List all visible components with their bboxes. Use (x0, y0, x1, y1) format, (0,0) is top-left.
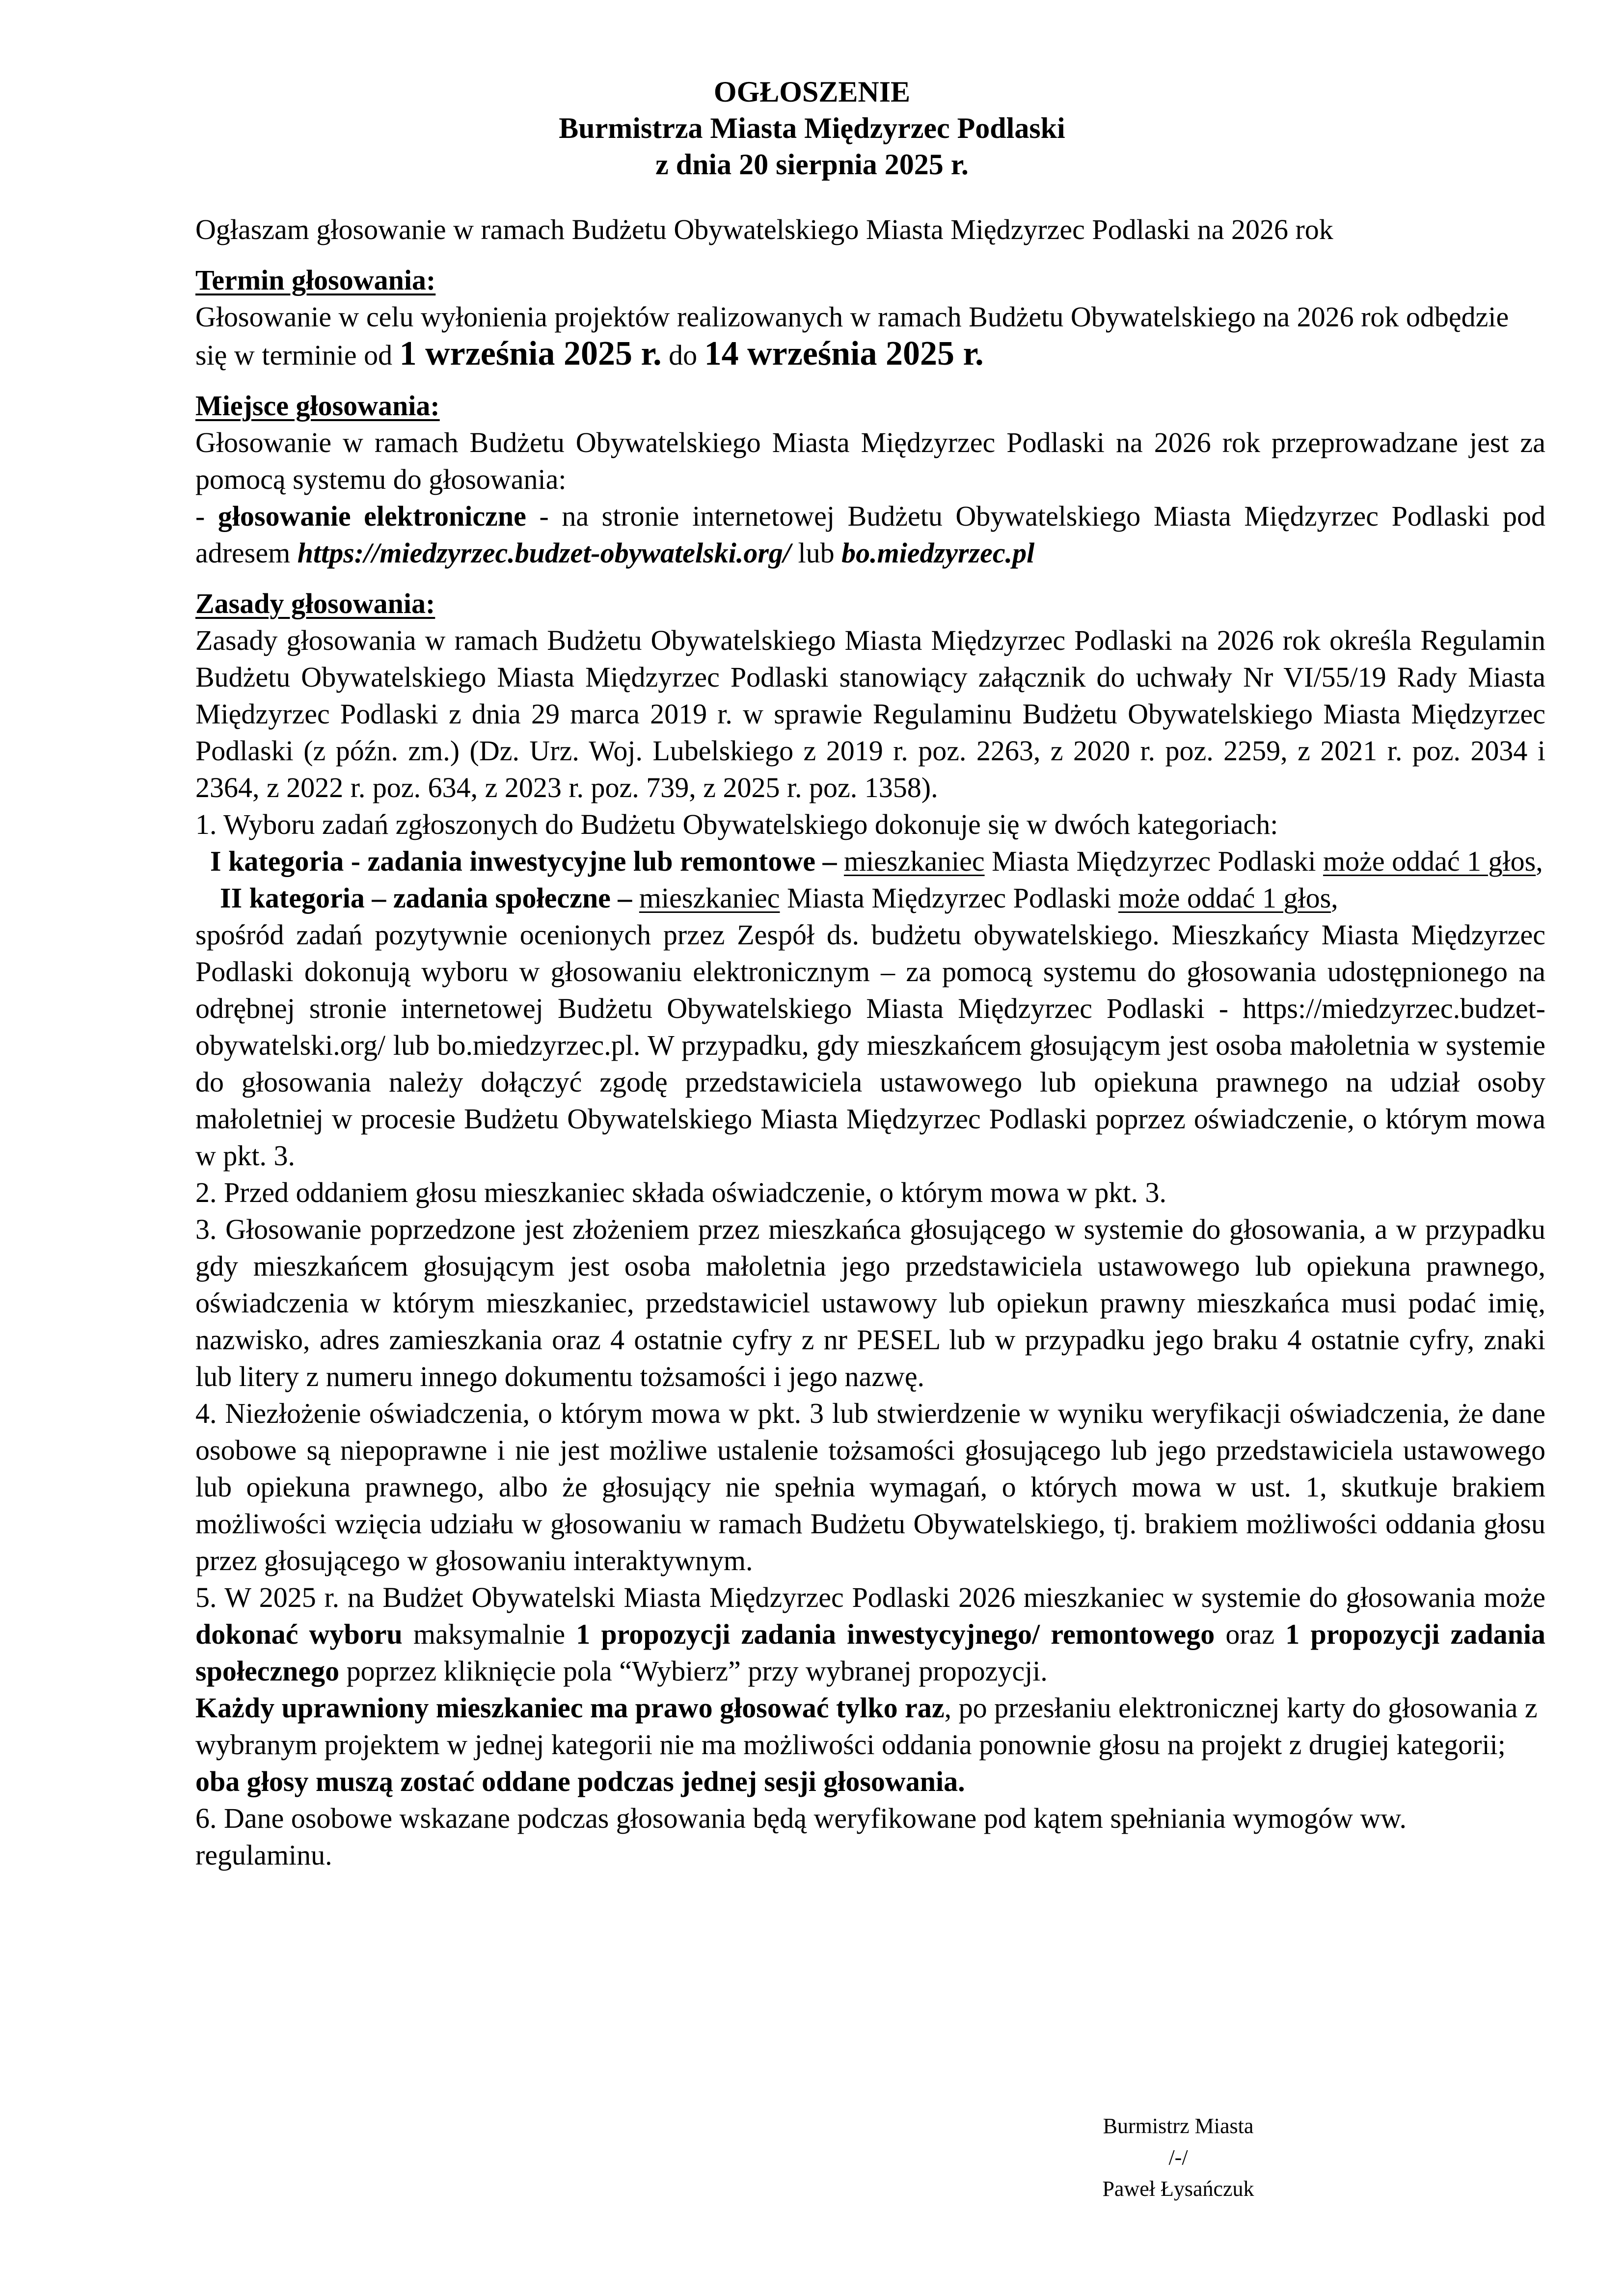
item-5-bold-choice: dokonać wyboru (195, 1618, 403, 1650)
miejsce-electronic (195, 498, 1545, 571)
document-body (195, 211, 1545, 1873)
vote-once-text: , po przesłaniu elektronicznej karty do głosowania z wybranym projektem w jednej kategorii nie ma możliwości oddania ponownie głosu na projekt z drugiej kategorii; (195, 1692, 1538, 1761)
category-1-resident: mieszkaniec (843, 845, 985, 877)
category-2-city: Miasta Międzyrzec Podlaski (780, 882, 1118, 914)
item-5-bold-social: 1 propozycji zadania społecznego (195, 1618, 1546, 1687)
miejsce-paragraph: Głosowanie w ramach Budżetu Obywatelskiego Miasta Międzyrzec Podlaski na 2026 rok przeprowadzane jest za pomocą systemu do głosowania: (195, 427, 1545, 495)
item-1-category-1 (195, 843, 1545, 880)
item-1: 1. Wyboru zadań zgłoszonych do Budżetu Obywatelskiego dokonuje się w dwóch kategoriach: (195, 808, 1278, 840)
category-1-label: I kategoria - zadania inwestycyjne lub remontowe – (210, 845, 837, 877)
miejsce-electronic-text: - na stronie internetowej Budżetu Obywatelskiego Miasta Międzyrzec Podlaski pod adresem (195, 500, 1545, 569)
signature-mark: /-/ (1168, 2145, 1188, 2169)
zasady-paragraph: Zasady głosowania w ramach Budżetu Obywatelskiego Miasta Międzyrzec Podlaski na 2026 rok określa Regulamin Budżetu Obywatelskiego Miasta Międzyrzec Podlaski stanowiący załącznik do uchwały Nr VI/55/19 Rady Miasta Międzyrzec Podlaski z dnia 29 marca 2019 r. w sprawie Regulaminu Budżetu Obywatelskiego Miasta Międzyrzec Podlaski (z późn. zm.) (Dz. Urz. Woj. Lubelskiego z 2019 r. poz. 2263, z 2020 r. poz. 2259, z 2021 r. poz. 2034 i 2364, z 2022 r. poz. 634, z 2023 r. poz. 739, z 2025 r. poz. 1358). (195, 624, 1545, 803)
category-1-city: Miasta Międzyrzec Podlaski (984, 845, 1323, 877)
category-2-votes: może oddać 1 głos (1118, 882, 1331, 914)
termin-date-from: 1 września 2025 r. (399, 335, 662, 373)
vote-once-note (195, 1689, 1545, 1800)
document-header (0, 74, 1624, 183)
item-5-text-a: 5. W 2025 r. na Budżet Obywatelski Miasta Międzyrzec Podlaski 2026 mieszkaniec w systemie do głosowania może (195, 1581, 1545, 1613)
category-1-votes: może oddać 1 głos (1323, 845, 1536, 877)
termin-text: Głosowanie w celu wyłonienia projektów realizowanych w ramach Budżetu Obywatelskiego na 2026 rok odbędzie się w terminie od (195, 301, 1509, 371)
termin-paragraph (195, 298, 1545, 374)
signature-block (1006, 2110, 1350, 2205)
item-5-bold-investment: 1 propozycji zadania inwestycyjnego/ remontowego (576, 1618, 1215, 1650)
item-5 (195, 1579, 1545, 1689)
item-1-category-2 (195, 880, 1545, 916)
item-5-text-c: maksymalnie (402, 1618, 576, 1650)
signature-title: Burmistrz Miasta (1103, 2114, 1254, 2138)
item-5-text-e: oraz (1215, 1618, 1286, 1650)
termin-connector: do (661, 339, 704, 371)
category-1-end: , (1536, 845, 1543, 877)
document-date: z dnia 20 sierpnia 2025 r. (655, 148, 969, 181)
termin-date-to: 14 września 2025 r. (704, 335, 984, 373)
document-issuer: Burmistrza Miasta Międzyrzec Podlaski (559, 112, 1065, 144)
termin-heading: Termin głosowania: (195, 264, 436, 296)
category-2-label: II kategoria – zadania społeczne – (220, 882, 632, 914)
item-3: 3. Głosowanie poprzedzone jest złożeniem przez mieszkańca głosującego w systemie do głosowania, a w przypadku gdy mieszkańcem głosującym jest osoba małoletnia jego przedstawiciela ustawowego lub opiekuna prawnego, oświadczenia w którym mieszkaniec, przedstawiciel ustawowy lub opiekun prawny mieszkańca musi podać imię, nazwisko, adres zamieszkania oraz 4 ostatnie cyfry z nr PESEL lub w przypadku jego braku 4 ostatnie cyfry, znaki lub litery z numeru innego dokumentu tożsamości i jego nazwę. (195, 1213, 1545, 1392)
item-2: 2. Przed oddaniem głosu mieszkaniec składa oświadczenie, o którym mowa w pkt. 3. (195, 1176, 1166, 1208)
miejsce-dash: - (195, 500, 218, 532)
category-2-resident: mieszkaniec (639, 882, 780, 914)
item-4: 4. Niezłożenie oświadczenia, o którym mowa w pkt. 3 lub stwierdzenie w wyniku weryfikacji oświadczenia, że dane osobowe są niepoprawne i nie jest możliwe ustalenie tożsamości głosującego lub jego przedstawiciela ustawowego lub opiekuna prawnego, albo że głosujący nie spełnia wymagań, o których mowa w ust. 1, skutkuje brakiem możliwości wzięcia udziału w głosowaniu w ramach Budżetu Obywatelskiego, tj. brakiem możliwości oddania głosu przez głosującego w głosowaniu interaktywnym. (195, 1397, 1545, 1576)
miejsce-url-primary: https://miedzyrzec.budzet-obywatelski.org/ (297, 537, 791, 569)
intro-paragraph: Ogłaszam głosowanie w ramach Budżetu Obywatelskiego Miasta Międzyrzec Podlaski na 2026 rok (195, 214, 1333, 245)
miejsce-electronic-label: głosowanie elektroniczne (217, 500, 526, 532)
document-title: OGŁOSZENIE (713, 76, 911, 108)
item-1-details: spośród zadań pozytywnie ocenionych przez Zespół ds. budżetu obywatelskiego. Mieszkańcy Miasta Międzyrzec Podlaski dokonują wyboru w głosowaniu elektronicznym – za pomocą systemu do głosowania udostępnionego na odrębnej stronie internetowej Budżetu Obywatelskiego Miasta Międzyrzec Podlaski - https://miedzyrzec.budzet-obywatelski.org/ lub bo.miedzyrzec.pl. W przypadku, gdy mieszkańcem głosującym jest osoba małoletnia w systemie do głosowania należy dołączyć zgodę przedstawiciela ustawowego lub opiekuna prawnego na udział osoby małoletniej w procesie Budżetu Obywatelskiego Miasta Międzyrzec Podlaski poprzez oświadczenie, o którym mowa w pkt. 3. (195, 919, 1545, 1172)
signature-name: Paweł Łysańczuk (1102, 2177, 1254, 2201)
miejsce-url-connector: lub (791, 537, 842, 569)
vote-once-bold: Każdy uprawniony mieszkaniec ma prawo głosować tylko raz (195, 1692, 945, 1724)
zasady-heading: Zasady głosowania: (195, 587, 435, 619)
category-2-end: , (1331, 882, 1338, 914)
item-5-text-g: poprzez kliknięcie pola “Wybierz” przy wybranej propozycji. (339, 1655, 1048, 1687)
miejsce-heading: Miejsce głosowania: (195, 390, 440, 422)
vote-session-bold: oba głosy muszą zostać oddane podczas jednej sesji głosowania. (195, 1765, 965, 1797)
item-6: 6. Dane osobowe wskazane podczas głosowania będą weryfikowane pod kątem spełniania wymogów ww. regulaminu. (195, 1802, 1407, 1871)
miejsce-url-secondary: bo.miedzyrzec.pl (841, 537, 1035, 569)
